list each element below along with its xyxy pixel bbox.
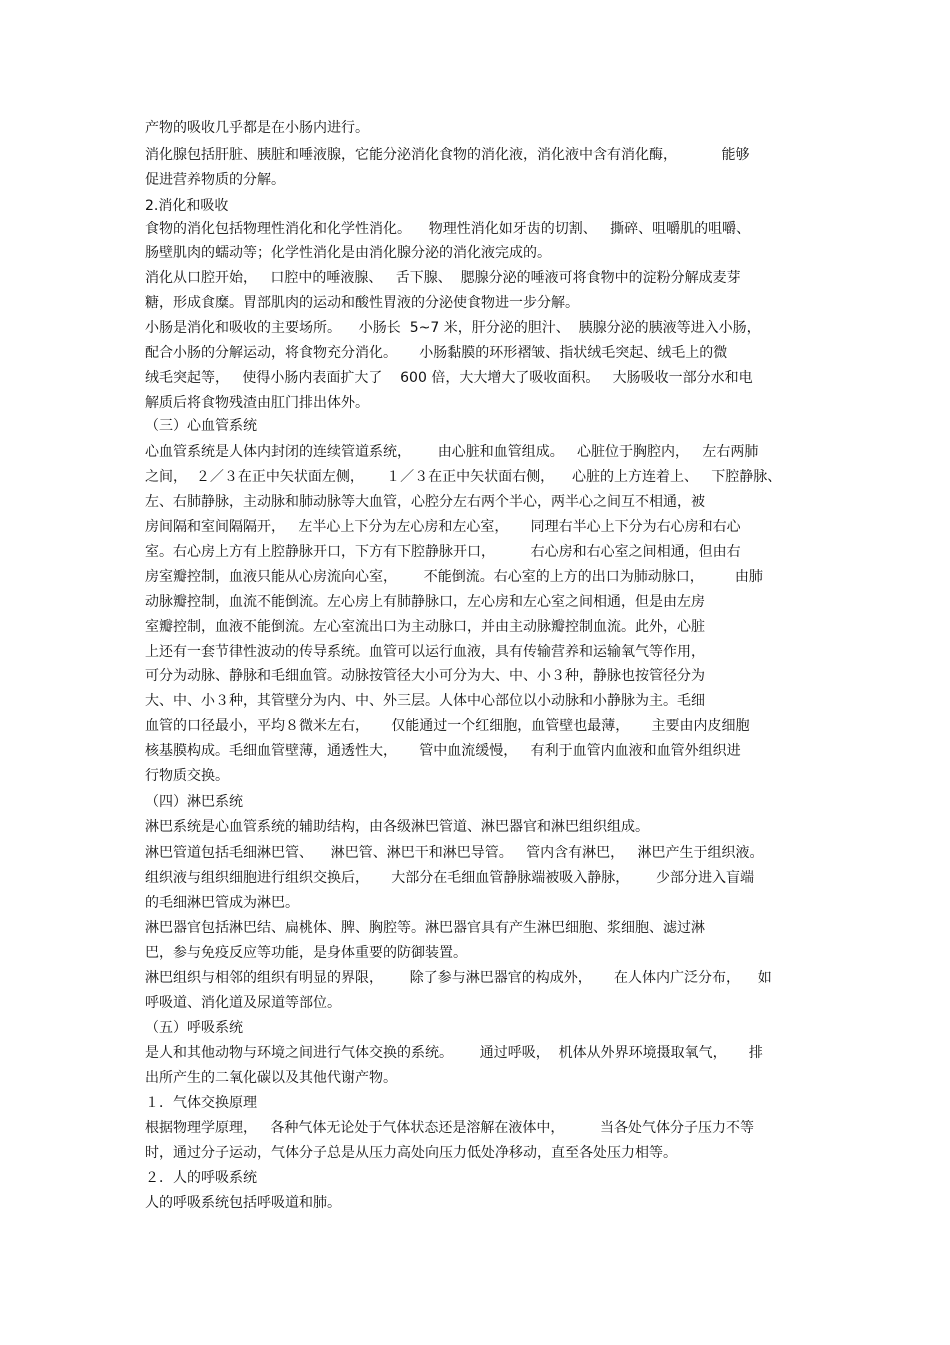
text-line: 消化腺包括肝脏、胰脏和唾液腺，它能分泌消化食物的消化液，消化液中含有消化酶， 能够 <box>145 147 750 163</box>
text-line: 血管的口径最小，平均８微米左右， 仅能通过一个红细胞，血管壁也最薄， 主要由内皮细胞 <box>145 718 750 734</box>
text-line: 配合小肠的分解运动，将食物充分消化。 小肠黏膜的环形褶皱、指状绒毛突起、绒毛上的微 <box>145 345 728 361</box>
text-line: 糖，形成食糜。胃部肌肉的运动和酸性胃液的分泌使食物进一步分解。 <box>145 295 579 311</box>
text-line: 解质后将食物残渣由肛门排出体外。 <box>145 395 369 411</box>
text-line: 肠壁肌肉的蠕动等；化学性消化是由消化腺分泌的消化液完成的。 <box>145 245 551 261</box>
text-line: 淋巴管道包括毛细淋巴管、 淋巴管、淋巴干和淋巴导管。 管内含有淋巴， 淋巴产生于组织液。 <box>145 845 764 861</box>
section-heading: （五）呼吸系统 <box>145 1020 243 1036</box>
section-heading: 2.消化和吸收 <box>145 198 229 214</box>
text-line: 房室瓣控制，血液只能从心房流向心室， 不能倒流。右心室的上方的出口为肺动脉口， 由肺 <box>145 569 763 585</box>
text-line: 的毛细淋巴管成为淋巴。 <box>145 895 299 911</box>
text-line: 房间隔和室间隔隔开， 左半心上下分为左心房和左心室， 同理右半心上下分为右心房和右心 <box>145 519 741 535</box>
text-line: 淋巴组织与相邻的组织有明显的界限， 除了参与淋巴器官的构成外， 在人体内广泛分布， 如 <box>145 970 772 986</box>
text-line: 可分为动脉、静脉和毛细血管。动脉按管径大小可分为大、中、小３种，静脉也按管径分为 <box>145 668 705 684</box>
text-line: 巴，参与免疫反应等功能，是身体重要的防御装置。 <box>145 945 467 961</box>
text-line: 动脉瓣控制，血流不能倒流。左心房上有肺静脉口，左心房和左心室之间相通，但是由左房 <box>145 594 705 610</box>
text-line: 室瓣控制，血液不能倒流。左心室流出口为主动脉口，并由主动脉瓣控制血流。此外，心脏 <box>145 619 705 635</box>
text-line: 组织液与组织细胞进行组织交换后， 大部分在毛细血管静脉端被吸入静脉， 少部分进入盲端 <box>145 870 754 886</box>
text-line: 核基膜构成。毛细血管壁薄，通透性大， 管中血流缓慢， 有利于血管内血液和血管外组织进 <box>145 743 741 759</box>
text-line: 人的呼吸系统包括呼吸道和肺。 <box>145 1195 341 1211</box>
text-line: 室。右心房上方有上腔静脉开口，下方有下腔静脉开口， 右心房和右心室之间相通，但由右 <box>145 544 741 560</box>
subsection-heading: １．气体交换原理 <box>145 1095 257 1111</box>
text-line: 上还有一套节律性波动的传导系统。血管可以运行血液，具有传输营养和运输氧气等作用， <box>145 644 705 660</box>
text-line: 行物质交换。 <box>145 768 229 784</box>
text-line: 心血管系统是人体内封闭的连续管道系统， 由心脏和血管组成。 心脏位于胸腔内， 左右两肺 <box>145 444 759 460</box>
section-heading: （三）心血管系统 <box>145 418 257 434</box>
text-line: 左、右肺静脉，主动脉和肺动脉等大血管，心腔分左右两个半心，两半心之间互不相通，被 <box>145 494 705 510</box>
text-line: 时，通过分子运动，气体分子总是从压力高处向压力低处净移动，直至各处压力相等。 <box>145 1145 677 1161</box>
text-line: 小肠是消化和吸收的主要场所。 小肠长 5~7 米，肝分泌的胆汁、 胰腺分泌的胰液等进入小肠， <box>145 320 761 336</box>
text-line: 之间， ２／３在正中矢状面左侧， １／３在正中矢状面右侧， 心脏的上方连着上、 下腔静脉、 <box>145 469 782 485</box>
section-heading: （四）淋巴系统 <box>145 794 243 810</box>
text-line: 促进营养物质的分解。 <box>145 172 285 188</box>
text-line: 根据物理学原理， 各种气体无论处于气体状态还是溶解在液体中， 当各处气体分子压力不等 <box>145 1120 754 1136</box>
text-line: 是人和其他动物与环境之间进行气体交换的系统。 通过呼吸， 机体从外界环境摄取氧气， 排 <box>145 1045 763 1061</box>
text-line: 大、中、小３种，其管壁分为内、中、外三层。人体中心部位以小动脉和小静脉为主。毛细 <box>145 693 705 709</box>
text-line: 食物的消化包括物理性消化和化学性消化。 物理性消化如牙齿的切割、 撕碎、咀嚼肌的咀嚼、 <box>145 221 751 237</box>
text-line: 产物的吸收几乎都是在小肠内进行。 <box>145 120 369 136</box>
text-line: 消化从口腔开始， 口腔中的唾液腺、 舌下腺、 腮腺分泌的唾液可将食物中的淀粉分解成麦芽 <box>145 270 741 286</box>
text-line: 呼吸道、消化道及尿道等部位。 <box>145 995 341 1011</box>
text-line: 淋巴系统是心血管系统的辅助结构，由各级淋巴管道、淋巴器官和淋巴组织组成。 <box>145 819 649 835</box>
text-line: 出所产生的二氧化碳以及其他代谢产物。 <box>145 1070 397 1086</box>
text-line: 绒毛突起等， 使得小肠内表面扩大了 600 倍，大大增大了吸收面积。 大肠吸收一部分水和电 <box>145 370 753 386</box>
text-line: 淋巴器官包括淋巴结、扁桃体、脾、胸腔等。淋巴器官具有产生淋巴细胞、浆细胞、滤过淋 <box>145 920 705 936</box>
subsection-heading: ２．人的呼吸系统 <box>145 1170 257 1186</box>
